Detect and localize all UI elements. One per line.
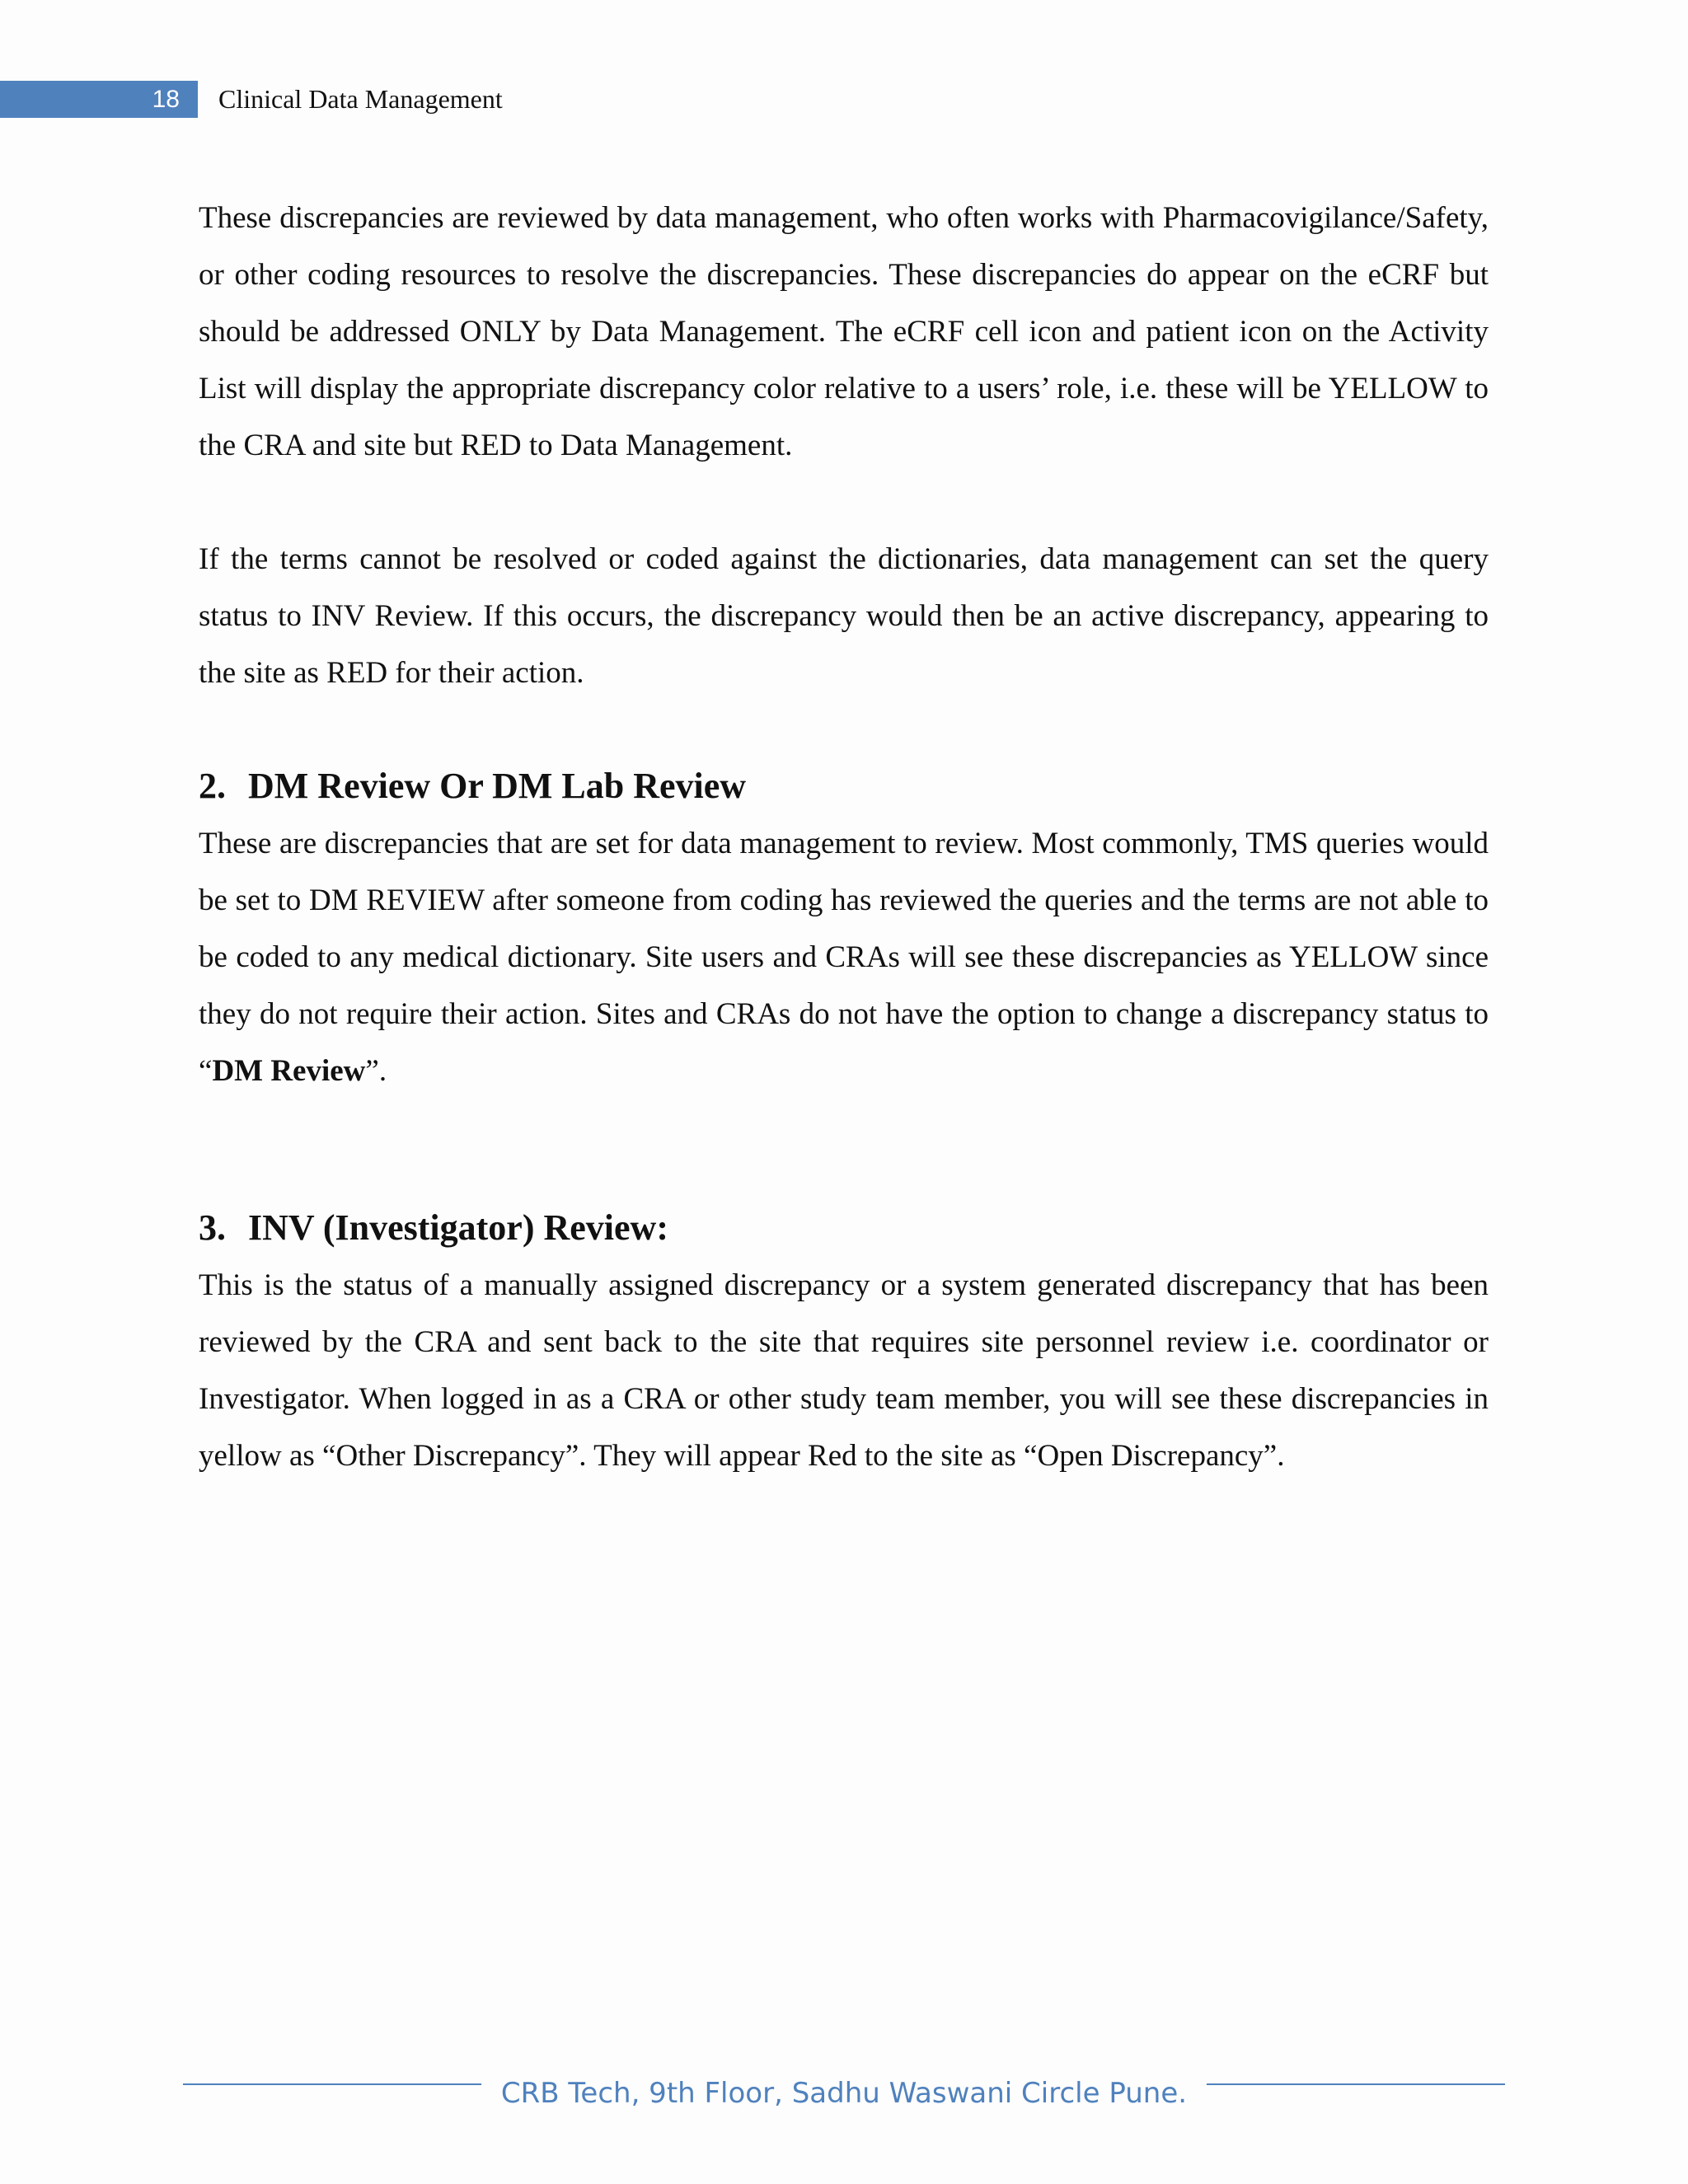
paragraph-dm-review [199,815,1489,1099]
section-number: 3. [199,1207,226,1248]
section-heading-dm-review [199,761,1489,812]
paragraph-discrepancy-review: These discrepancies are reviewed by data management, who often works with Pharmacovigilance/Safety, or other coding resources to resolve the discrepancies. These discrepancies do appear on the eCRF but should be addressed ONLY by Data Management. The eCRF cell icon and patient icon on the Activity List will display the appropriate discrepancy color relative to a users’ role, i.e. these will be YELLOW to the CRA and site but RED to Data Management. [199,201,1489,462]
page-number: 18 [152,86,180,113]
page-body [199,190,1489,1484]
page-number-badge [0,81,198,118]
paragraph-text-end: ”. [365,1054,387,1088]
section-number: 2. [199,766,226,806]
section-heading-text: INV (Investigator) Review: [248,1207,668,1248]
page-footer [183,2069,1505,2118]
section-heading-inv-review [199,1202,1489,1254]
running-header-title: Clinical Data Management [218,84,503,114]
section-heading-text: DM Review Or DM Lab Review [248,766,747,806]
footer-address: CRB Tech, 9th Floor, Sadhu Waswani Circle Pune. [500,2077,1188,2110]
paragraph-inv-review: This is the status of a manually assigned discrepancy or a system generated discrepancy that has been reviewed by the CRA and sent back to the site that requires site personnel review i.e. coordinator or Investigator. When logged in as a CRA or other study team member, you will see these discrepancies in yellow as “Other Discrepancy”. They will appear Red to the site as “Open Discrepancy”. [199,1268,1489,1473]
bold-term: DM Review [212,1054,366,1088]
paragraph-text: These are discrepancies that are set for data management to review. Most commonly, TMS queries would be set to DM REVIEW after someone from coding has reviewed the queries and the terms are not able to be coded to any medical dictionary. Site users and CRAs will see these discrepancies as YELLOW since they do not require their action. Sites and CRAs do not have the option to change a discrepancy status to “ [199,827,1489,1088]
paragraph-inv-review-status: If the terms cannot be resolved or coded against the dictionaries, data management can set the query status to INV Review. If this occurs, the discrepancy would then be an active discrepancy, appearing to the site as RED for their action. [199,542,1489,690]
